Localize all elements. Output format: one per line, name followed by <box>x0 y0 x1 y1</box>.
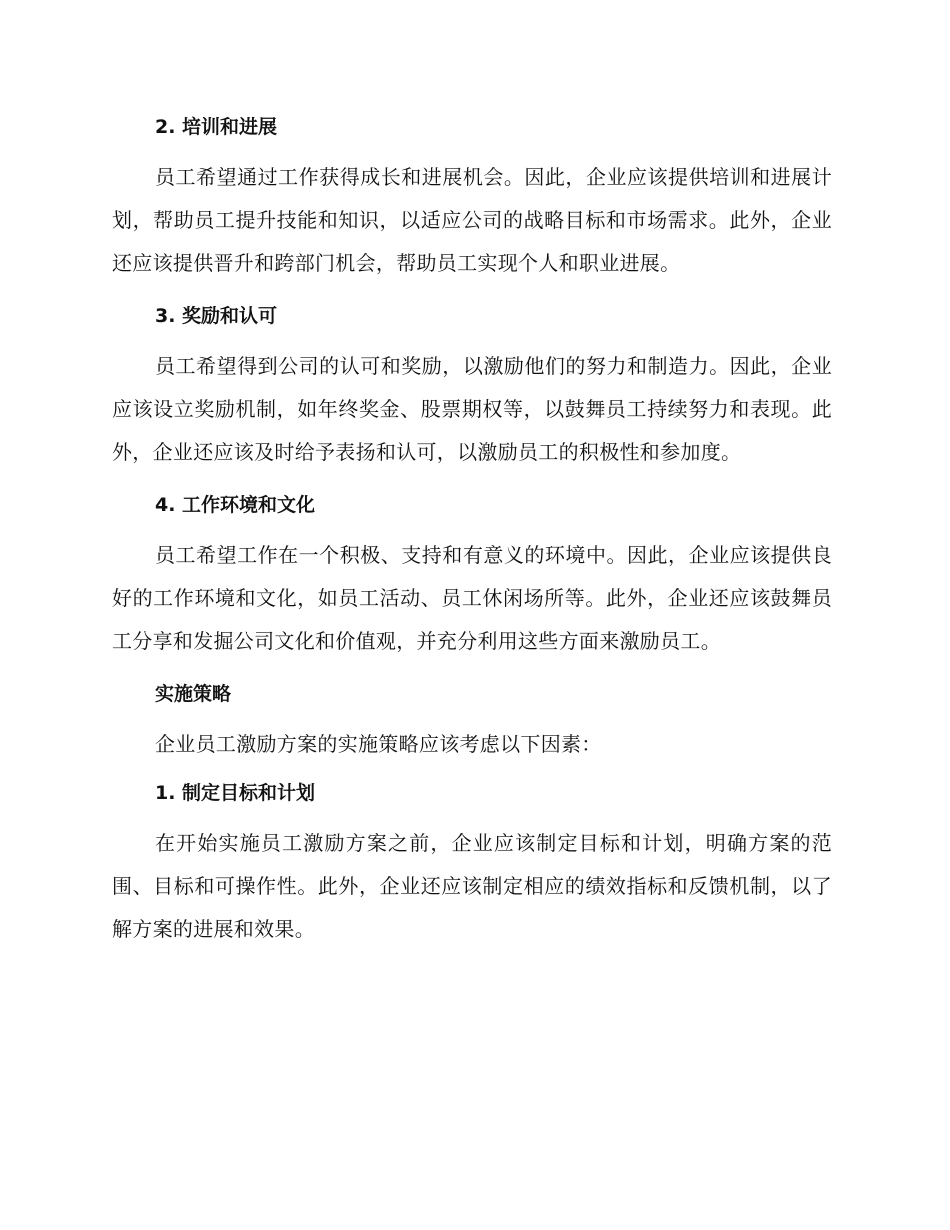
section-environment <box>112 488 832 663</box>
section-strategy <box>112 677 832 766</box>
section-training <box>112 110 832 285</box>
section-paragraph: 员工希望工作在一个积极、支持和有意义的环境中。因此，企业应该提供良好的工作环境和文化，如员工活动、员工休闲场所等。此外，企业还应该鼓舞员工分享和发掘公司文化和价值观，并充分利用这些方面来激励员工。 <box>112 543 832 653</box>
section-paragraph: 在开始实施员工激励方案之前，企业应该制定目标和计划，明确方案的范围、目标和可操作性。此外，企业还应该制定相应的绩效指标和反馈机制，以了解方案的进展和效果。 <box>112 831 832 941</box>
section-heading: 1. 制定目标和计划 <box>155 782 316 804</box>
section-heading: 4. 工作环境和文化 <box>155 494 316 516</box>
section-paragraph: 员工希望通过工作获得成长和进展机会。因此，企业应该提供培训和进展计划，帮助员工提升技能和知识，以适应公司的战略目标和市场需求。此外，企业还应该提供晋升和跨部门机会，帮助员工实现个人和职业进展。 <box>112 165 832 275</box>
document-page <box>112 110 832 965</box>
section-heading: 3. 奖励和认可 <box>155 305 278 327</box>
section-paragraph: 企业员工激励方案的实施策略应该考虑以下因素： <box>155 732 602 756</box>
section-heading: 2. 培训和进展 <box>155 116 278 138</box>
section-goals <box>112 776 832 951</box>
section-paragraph: 员工希望得到公司的认可和奖励，以激励他们的努力和制造力。因此，企业应该设立奖励机制，如年终奖金、股票期权等，以鼓舞员工持续努力和表现。此外，企业还应该及时给予表扬和认可，以激励员工的积极性和参加度。 <box>112 354 832 464</box>
section-heading: 实施策略 <box>155 683 232 705</box>
section-rewards <box>112 299 832 474</box>
